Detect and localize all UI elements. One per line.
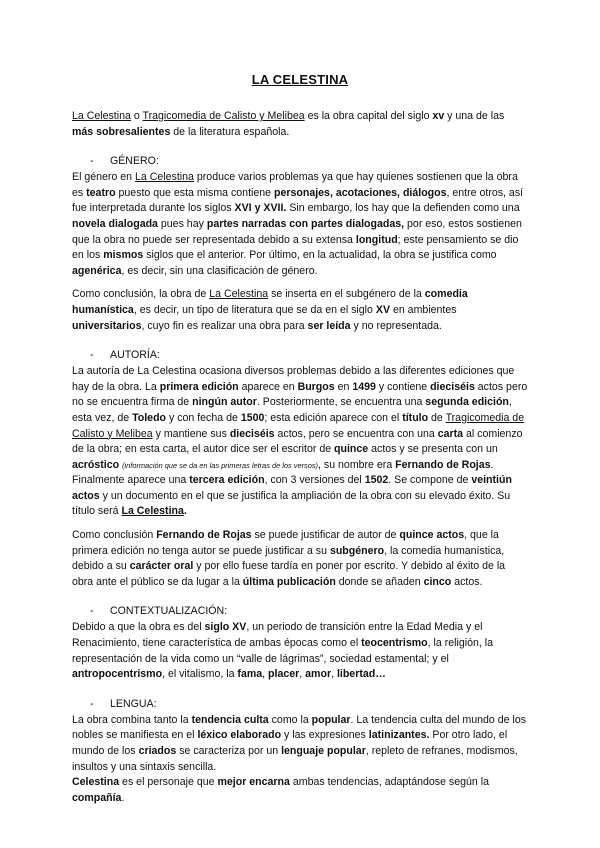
- text-run: donde se añaden: [335, 575, 424, 588]
- text-run: aparece en: [238, 380, 298, 393]
- text-run: dieciséis: [229, 427, 275, 440]
- lengua-paragraph-1: [72, 713, 528, 775]
- text-run: . Se compone de: [388, 474, 472, 487]
- text-run: actos pero no se encuentra firma de: [72, 380, 528, 409]
- text-run: ningún autor: [192, 396, 257, 409]
- text-run: , el vitalismo, la: [162, 668, 238, 681]
- section-heading-autoria: [72, 348, 528, 362]
- text-run: Por otro lado, el mundo de los: [72, 729, 508, 757]
- text-run: . La tendencia culta del mundo de los nobles se manifiesta en el: [72, 713, 527, 742]
- text-run: y mantiene sus: [152, 427, 230, 440]
- text-run: tercera edición: [189, 474, 265, 487]
- text-run: carácter oral: [129, 560, 194, 573]
- text-run: universitarios: [72, 319, 142, 332]
- autoria-paragraph-2: [72, 528, 528, 590]
- text-run: ,: [299, 668, 306, 681]
- text-run: La autoría de La Celestina ocasiona diversos problemas debido a las diferentes ediciones que hay de la obra. La: [72, 365, 515, 393]
- text-run: , cuyo fin es realizar una obra para: [141, 319, 308, 332]
- genero-paragraph-1: [72, 170, 528, 279]
- text-run: El género en: [72, 171, 136, 184]
- text-run: ; este pensamiento se dio en los: [72, 233, 519, 262]
- acrostic-note: (información que se da en las primeras letras de los versos): [122, 460, 319, 470]
- text-run: y con fecha de: [166, 411, 241, 424]
- text-run: y un documento en el que se justifica la ampliación de la obra con su elevado éxito. Su título será: [72, 489, 511, 518]
- document-title: LA CELESTINA: [251, 72, 349, 87]
- text-run: .: [121, 791, 125, 804]
- text-run: al comienzo de la obra; en esta carta, el autor dice ser el escritor de: [72, 427, 523, 456]
- text-run: partes narradas con partes dialogadas,: [206, 217, 405, 230]
- text-run: , que la primera edición no tenga autor se puede justificar a su: [72, 529, 499, 557]
- section-heading-lengua: [72, 697, 528, 711]
- text-run: Sin embargo, los hay que la defienden como una: [286, 202, 520, 215]
- text-run: comedia humanística: [72, 288, 468, 316]
- text-run: La Celestina: [209, 288, 269, 301]
- text-run: , es decir, un tipo de literatura que se da en el siglo: [133, 303, 376, 316]
- text-run: y no representada.: [350, 319, 442, 332]
- text-run: 1502: [364, 474, 389, 487]
- autoria-paragraph-1: [72, 364, 528, 520]
- text-run: actos.: [451, 575, 483, 588]
- text-run: y las expresiones: [281, 729, 369, 742]
- text-run: Burgos: [297, 380, 335, 393]
- text-run: en ambientes: [390, 303, 457, 316]
- text-run: más sobresalientes: [72, 125, 171, 138]
- text-run: personajes, acotaciones, diálogos: [274, 186, 447, 199]
- text-run: de: [428, 411, 446, 424]
- text-run: Tragicomedia de Calisto y Melibea: [72, 411, 525, 440]
- text-run: CONTEXTUALIZACIÓN:: [110, 605, 228, 618]
- text-run: primera edición: [159, 380, 239, 393]
- text-run: produce varios problemas ya que hay quienes sostienen que la obra es: [72, 171, 518, 199]
- text-run: amor: [305, 668, 332, 681]
- text-run: última publicación: [242, 575, 336, 588]
- text-run: .: [183, 505, 187, 518]
- text-run: y por ello fuese tardía en poner por escrito. Y debido al éxito de la obra ante el público se da lugar a la: [72, 560, 506, 588]
- text-run: Fernando de Rojas: [395, 458, 491, 471]
- text-run: acróstico: [72, 458, 120, 471]
- text-run: AUTORÍA:: [110, 349, 160, 362]
- text-run: léxico elaborado: [197, 729, 282, 742]
- text-run: La obra combina tanto la: [72, 713, 192, 726]
- text-run: , su nombre era: [318, 458, 396, 471]
- text-run: Toledo: [132, 411, 167, 424]
- text-run: GÉNERO:: [110, 155, 159, 168]
- text-run: dieciséis: [430, 380, 475, 393]
- text-run: ,: [262, 668, 269, 681]
- text-run: teocentrismo: [361, 637, 428, 650]
- text-run: -: [90, 605, 94, 618]
- text-run: . Finalmente aparece una: [72, 458, 494, 487]
- text-run: , entre otros, así fue interpretada durante los siglos: [72, 186, 524, 215]
- text-run: antropocentrismo: [72, 668, 163, 681]
- text-run: se caracteriza por un: [176, 745, 282, 757]
- text-run: Fernando de Rojas: [156, 529, 252, 542]
- text-run: subgénero: [329, 544, 385, 557]
- text-run: 1500: [240, 411, 265, 424]
- text-run: popular: [311, 713, 351, 726]
- text-run: pues hay: [157, 217, 207, 230]
- text-run: Como conclusión, la obra de: [72, 288, 210, 301]
- text-run: quince actos: [399, 529, 465, 542]
- text-run: libertad…: [336, 668, 386, 681]
- text-run: Como conclusión: [72, 529, 157, 542]
- text-run: novela dialogada: [72, 217, 158, 230]
- text-run: XV: [375, 303, 391, 316]
- text-run: 1499: [352, 380, 376, 393]
- text-run: en: [334, 380, 353, 393]
- text-run: latinizantes.: [368, 729, 430, 742]
- text-run: y contiene: [375, 380, 431, 393]
- text-run: agenérica: [72, 264, 122, 277]
- text-run: veintiún actos: [72, 474, 512, 502]
- text-run: , un periodo de transición entre la Edad Media y el Renacimiento, tiene característica de ambas épocas como el: [72, 621, 483, 650]
- intro-paragraph: [72, 109, 528, 140]
- text-run: mejor encarna: [217, 776, 290, 789]
- text-run: de la literatura española.: [170, 125, 290, 138]
- text-run: Debido a que la obra es del: [72, 621, 205, 634]
- text-run: , la religión, la representación de la vida como un “valle de lágrimas”, sociedad estamental; y el: [72, 637, 494, 665]
- text-run: lenguaje popular: [281, 745, 366, 757]
- text-run: LENGUA:: [110, 697, 157, 710]
- text-run: cinco: [423, 575, 452, 588]
- link-subtitle: Tragicomedia de Calisto y Melibea: [142, 110, 305, 122]
- text-run: por eso, estos sostienen que la obra no puede ser representada debido a su extensa: [72, 217, 522, 246]
- section-heading-genero: [72, 154, 528, 168]
- text-run: quince: [334, 443, 369, 456]
- text-run: ambas tendencias, adaptándose según la: [289, 776, 489, 789]
- text-run: XVI y XVII.: [234, 202, 287, 215]
- text-run: mismos: [103, 249, 144, 262]
- text-run: , es decir, sin una clasificación de género.: [121, 264, 318, 277]
- text-run: siglo XV: [204, 621, 247, 634]
- text-run: se inserta en el subgénero de la: [268, 288, 425, 301]
- text-run: . Posteriormente, se encuentra una: [256, 396, 426, 409]
- text-run: actos y se presenta con un: [368, 443, 498, 456]
- text-run: teatro: [86, 186, 116, 199]
- text-run: , repleto de refranes, modismos, insultos y una sintaxis sencilla.: [72, 745, 518, 773]
- text-run: tendencia culta: [191, 713, 269, 726]
- text-run: La Celestina: [121, 505, 184, 518]
- text-run: fama: [237, 668, 263, 681]
- text-run: es el personaje que: [119, 776, 218, 789]
- genero-paragraph-2: [72, 287, 528, 334]
- text-run: Celestina: [72, 776, 120, 789]
- text-run: carta: [437, 427, 464, 440]
- text-run: compañía: [72, 791, 122, 804]
- text-run: y una de las: [444, 110, 505, 122]
- text-run: se puede justificar de autor de: [251, 529, 400, 542]
- text-run: placer: [268, 668, 300, 681]
- text-run: ser leída: [307, 319, 351, 332]
- text-run: actos, pero se encuentra con una: [274, 427, 438, 440]
- text-run: título: [402, 411, 429, 424]
- text-run: , con 3 versiones del: [264, 474, 365, 487]
- text-run: -: [90, 697, 94, 710]
- text-run: o: [130, 110, 143, 122]
- lengua-paragraph-2: [72, 775, 528, 806]
- text-run: como la: [268, 713, 312, 726]
- text-run: -: [90, 349, 94, 362]
- link-title: La Celestina: [72, 110, 131, 122]
- contexto-paragraph: [72, 620, 528, 682]
- section-heading-contexto: [72, 604, 528, 618]
- text-run: -: [90, 155, 94, 168]
- text-run: xv: [432, 110, 445, 122]
- text-run: , la comedia humanística, debido a su: [72, 544, 505, 573]
- text-run: longitud: [355, 233, 398, 246]
- text-run: ; esta edición aparece con el: [264, 411, 403, 424]
- text-run: La Celestina: [135, 171, 194, 184]
- text-run: puesto que esta misma contiene: [115, 186, 274, 199]
- text-run: es la obra capital del siglo: [304, 110, 433, 122]
- text-run: segunda edición: [425, 396, 509, 409]
- text-run: , esta vez, de: [72, 396, 512, 424]
- text-run: criados: [138, 745, 177, 757]
- text-run: ,: [331, 668, 337, 681]
- text-run: siglos que el anterior. Por último, en la actualidad, la obra se justifica como: [143, 249, 497, 262]
